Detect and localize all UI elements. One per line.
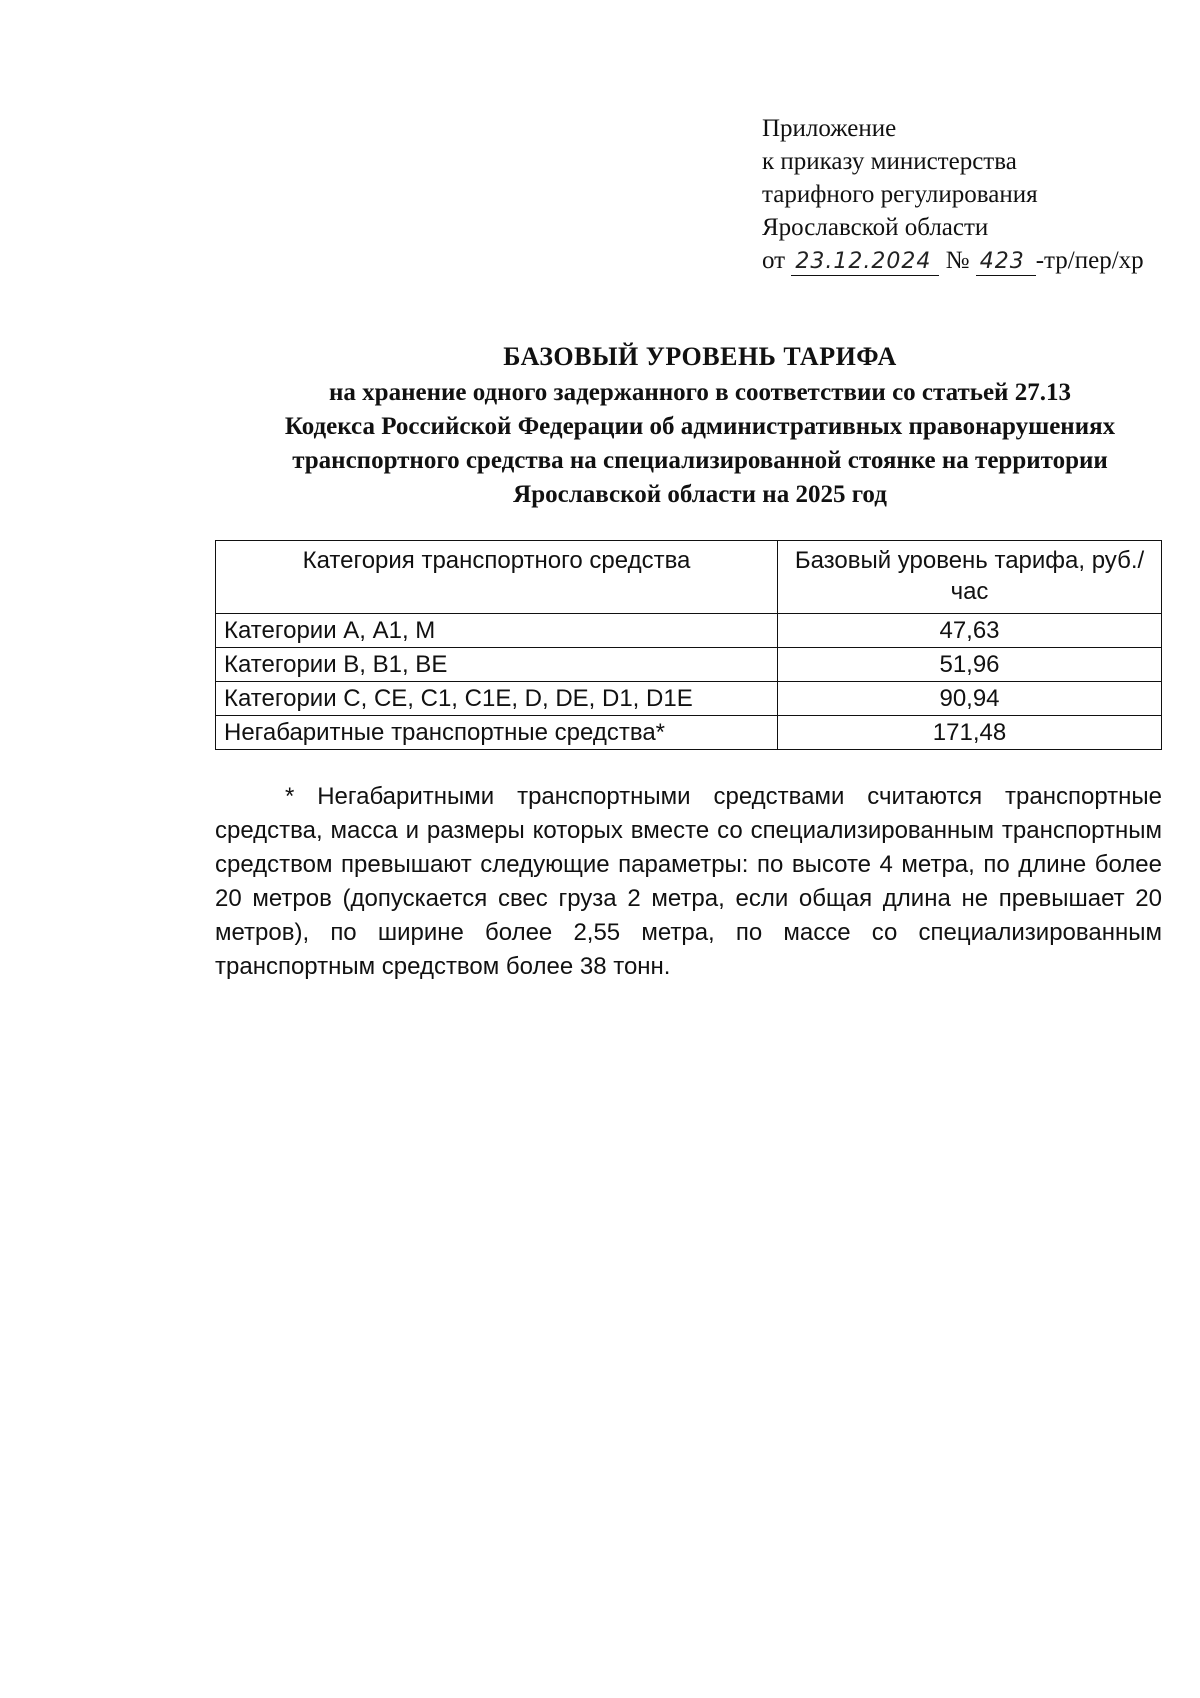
header-tariff: Базовый уровень тарифа, руб./час [778, 541, 1162, 614]
row-category: Негабаритные транспортные средства* [216, 716, 778, 750]
appendix-line-4: Ярославской области [762, 214, 989, 241]
table-row [216, 682, 1162, 716]
title-line-3: транспортного средства на специализированной стоянке на территории [292, 447, 1108, 474]
appendix-line-2: к приказу министерства [762, 148, 1017, 175]
row-tariff: 51,96 [778, 648, 1162, 682]
row-category: Категории С, СЕ, С1, С1Е, D, DE, D1, D1E [216, 682, 778, 716]
tariff-table [215, 540, 1162, 750]
table-row [216, 648, 1162, 682]
table-row [216, 716, 1162, 750]
order-date: 23.12.2024 [791, 249, 939, 276]
order-suffix: -тр/пер/хр [1035, 247, 1144, 274]
title-line-2: Кодекса Российской Федерации об административных правонарушениях [284, 413, 1116, 440]
table-row [216, 614, 1162, 648]
title-line-1: на хранение одного задержанного в соответствии со статьей 27.13 [329, 379, 1071, 406]
footnote: * Негабаритными транспортными средствами считаются транспортные средства, масса и размеры которых вместе со специализированным транспортным средством превышают следующие параметры: по высоте 4 метра, по длине более 20 метров (допускается свес груза 2 метра, если общая длина не превышает 20 метров), по ширине более 2,55 метра, по массе со специализированным транспортным средством более 38 тонн. [215, 783, 1162, 980]
table-header-row [216, 541, 1162, 614]
document-title [200, 340, 1200, 512]
order-number-sign: № [945, 247, 970, 274]
row-tariff: 47,63 [778, 614, 1162, 648]
title-main: БАЗОВЫЙ УРОВЕНЬ ТАРИФА [503, 342, 897, 371]
appendix-header [762, 112, 1144, 277]
header-category: Категория транспортного средства [216, 541, 778, 614]
row-tariff: 171,48 [778, 716, 1162, 750]
row-category: Категории В, В1, ВЕ [216, 648, 778, 682]
order-prefix: от [762, 247, 786, 274]
appendix-line-1: Приложение [762, 115, 897, 142]
row-tariff: 90,94 [778, 682, 1162, 716]
title-line-4: Ярославской области на 2025 год [513, 481, 887, 508]
appendix-line-3: тарифного регулирования [762, 181, 1038, 208]
order-number: 423 [976, 249, 1036, 276]
appendix-order-line [762, 244, 1144, 277]
row-category: Категории А, А1, М [216, 614, 778, 648]
